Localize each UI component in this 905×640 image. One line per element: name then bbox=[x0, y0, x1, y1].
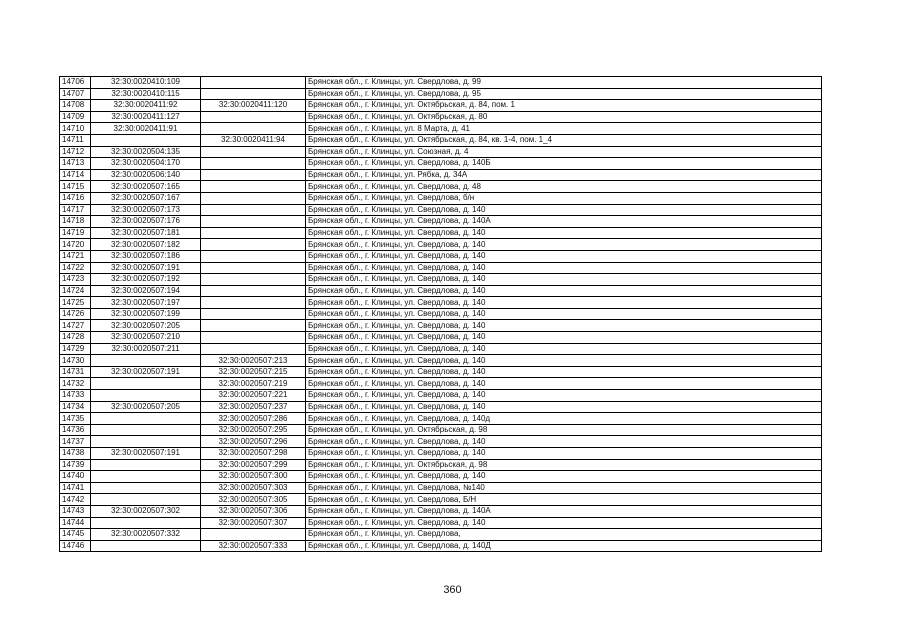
row-number-cell: 14718 bbox=[60, 216, 91, 228]
address-cell: Брянская обл., г. Клинцы, ул. Свердлова, д. 140Б bbox=[306, 158, 822, 170]
cadastral-number-cell: 32:30:0020507:181 bbox=[91, 227, 201, 239]
register-table-body bbox=[60, 77, 822, 552]
table-row bbox=[60, 459, 822, 471]
address-cell: Брянская обл., г. Клинцы, ул. Свердлова, б/н bbox=[306, 192, 822, 204]
row-number-cell: 14724 bbox=[60, 285, 91, 297]
table-row bbox=[60, 250, 822, 262]
cadastral-number-cell bbox=[91, 471, 201, 483]
cadastral-number-cell: 32:30:0020507:194 bbox=[91, 285, 201, 297]
table-row bbox=[60, 505, 822, 517]
table-row bbox=[60, 123, 822, 135]
linked-cadastral-number-cell bbox=[201, 239, 306, 251]
row-number-cell: 14722 bbox=[60, 262, 91, 274]
register-table bbox=[59, 76, 822, 552]
linked-cadastral-number-cell: 32:30:0020411:120 bbox=[201, 100, 306, 112]
linked-cadastral-number-cell: 32:30:0020507:300 bbox=[201, 471, 306, 483]
row-number-cell: 14715 bbox=[60, 181, 91, 193]
row-number-cell: 14733 bbox=[60, 390, 91, 402]
row-number-cell: 14711 bbox=[60, 134, 91, 146]
table-row bbox=[60, 378, 822, 390]
address-cell: Брянская обл., г. Клинцы, ул. Октябрьская, д. 80 bbox=[306, 111, 822, 123]
linked-cadastral-number-cell: 32:30:0020507:307 bbox=[201, 517, 306, 529]
table-row bbox=[60, 192, 822, 204]
linked-cadastral-number-cell bbox=[201, 227, 306, 239]
table-row bbox=[60, 134, 822, 146]
address-cell: Брянская обл., г. Клинцы, ул. Свердлова, д. 140 bbox=[306, 297, 822, 309]
cadastral-number-cell: 32:30:0020507:165 bbox=[91, 181, 201, 193]
cadastral-number-cell bbox=[91, 436, 201, 448]
table-row bbox=[60, 424, 822, 436]
address-cell: Брянская обл., г. Клинцы, ул. Свердлова, д. 140 bbox=[306, 448, 822, 460]
linked-cadastral-number-cell bbox=[201, 192, 306, 204]
cadastral-number-cell: 32:30:0020410:109 bbox=[91, 77, 201, 89]
linked-cadastral-number-cell: 32:30:0020507:221 bbox=[201, 390, 306, 402]
cadastral-number-cell bbox=[91, 355, 201, 367]
table-row bbox=[60, 111, 822, 123]
table-row bbox=[60, 471, 822, 483]
row-number-cell: 14708 bbox=[60, 100, 91, 112]
cadastral-number-cell: 32:30:0020411:91 bbox=[91, 123, 201, 135]
cadastral-number-cell bbox=[91, 390, 201, 402]
table-row bbox=[60, 494, 822, 506]
cadastral-number-cell bbox=[91, 378, 201, 390]
table-row bbox=[60, 169, 822, 181]
table-row bbox=[60, 366, 822, 378]
address-cell: Брянская обл., г. Клинцы, ул. Свердлова, д. 140 bbox=[306, 274, 822, 286]
table-row bbox=[60, 343, 822, 355]
address-cell: Брянская обл., г. Клинцы, ул. Свердлова, д. 140 bbox=[306, 239, 822, 251]
table-row bbox=[60, 320, 822, 332]
cadastral-number-cell: 32:30:0020507:191 bbox=[91, 366, 201, 378]
table-row bbox=[60, 436, 822, 448]
address-cell: Брянская обл., г. Клинцы, ул. Свердлова, Б/Н bbox=[306, 494, 822, 506]
linked-cadastral-number-cell bbox=[201, 123, 306, 135]
address-cell: Брянская обл., г. Клинцы, ул. Свердлова, д. 140 bbox=[306, 366, 822, 378]
page-number: 360 bbox=[443, 584, 462, 596]
cadastral-number-cell: 32:30:0020507:199 bbox=[91, 308, 201, 320]
table-row bbox=[60, 88, 822, 100]
table-row bbox=[60, 158, 822, 170]
linked-cadastral-number-cell: 32:30:0020507:215 bbox=[201, 366, 306, 378]
cadastral-number-cell: 32:30:0020411:92 bbox=[91, 100, 201, 112]
cadastral-number-cell bbox=[91, 482, 201, 494]
cadastral-number-cell: 32:30:0020504:170 bbox=[91, 158, 201, 170]
table-row bbox=[60, 540, 822, 552]
cadastral-number-cell: 32:30:0020411:127 bbox=[91, 111, 201, 123]
cadastral-number-cell: 32:30:0020507:191 bbox=[91, 262, 201, 274]
row-number-cell: 14729 bbox=[60, 343, 91, 355]
address-cell: Брянская обл., г. Клинцы, ул. Свердлова, д. 140 bbox=[306, 262, 822, 274]
cadastral-number-cell: 32:30:0020507:182 bbox=[91, 239, 201, 251]
row-number-cell: 14731 bbox=[60, 366, 91, 378]
linked-cadastral-number-cell: 32:30:0020507:295 bbox=[201, 424, 306, 436]
row-number-cell: 14721 bbox=[60, 250, 91, 262]
cadastral-number-cell: 32:30:0020507:205 bbox=[91, 401, 201, 413]
table-row bbox=[60, 227, 822, 239]
row-number-cell: 14707 bbox=[60, 88, 91, 100]
linked-cadastral-number-cell bbox=[201, 529, 306, 541]
address-cell: Брянская обл., г. Клинцы, ул. Свердлова, bbox=[306, 529, 822, 541]
cadastral-number-cell: 32:30:0020507:205 bbox=[91, 320, 201, 332]
row-number-cell: 14723 bbox=[60, 274, 91, 286]
table-row bbox=[60, 308, 822, 320]
address-cell: Брянская обл., г. Клинцы, ул. Рябка, д. 34А bbox=[306, 169, 822, 181]
address-cell: Брянская обл., г. Клинцы, ул. Свердлова, д. 140 bbox=[306, 320, 822, 332]
linked-cadastral-number-cell: 32:30:0020507:299 bbox=[201, 459, 306, 471]
row-number-cell: 14726 bbox=[60, 308, 91, 320]
linked-cadastral-number-cell: 32:30:0020507:306 bbox=[201, 505, 306, 517]
linked-cadastral-number-cell bbox=[201, 308, 306, 320]
cadastral-number-cell: 32:30:0020507:302 bbox=[91, 505, 201, 517]
table-row bbox=[60, 274, 822, 286]
address-cell: Брянская обл., г. Клинцы, ул. Октябрьская, д. 84, кв. 1-4, пом. 1_4 bbox=[306, 134, 822, 146]
table-row bbox=[60, 285, 822, 297]
cadastral-number-cell: 32:30:0020507:211 bbox=[91, 343, 201, 355]
address-cell: Брянская обл., г. Клинцы, ул. Октябрьская, д. 98 bbox=[306, 459, 822, 471]
row-number-cell: 14735 bbox=[60, 413, 91, 425]
linked-cadastral-number-cell bbox=[201, 111, 306, 123]
address-cell: Брянская обл., г. Клинцы, ул. Свердлова, д. 140 bbox=[306, 250, 822, 262]
table-row bbox=[60, 529, 822, 541]
address-cell: Брянская обл., г. Клинцы, ул. Свердлова, д. 140 bbox=[306, 390, 822, 402]
row-number-cell: 14725 bbox=[60, 297, 91, 309]
cadastral-number-cell bbox=[91, 540, 201, 552]
address-cell: Брянская обл., г. Клинцы, ул. Свердлова, д. 140 bbox=[306, 308, 822, 320]
row-number-cell: 14736 bbox=[60, 424, 91, 436]
linked-cadastral-number-cell: 32:30:0020507:298 bbox=[201, 448, 306, 460]
address-cell: Брянская обл., г. Клинцы, ул. Свердлова, №140 bbox=[306, 482, 822, 494]
table-row bbox=[60, 262, 822, 274]
address-cell: Брянская обл., г. Клинцы, ул. Свердлова, д. 140 bbox=[306, 401, 822, 413]
address-cell: Брянская обл., г. Клинцы, ул. Свердлова, д. 140д bbox=[306, 413, 822, 425]
table-row bbox=[60, 77, 822, 89]
cadastral-number-cell bbox=[91, 134, 201, 146]
cadastral-number-cell: 32:30:0020507:332 bbox=[91, 529, 201, 541]
linked-cadastral-number-cell bbox=[201, 169, 306, 181]
linked-cadastral-number-cell: 32:30:0020507:296 bbox=[201, 436, 306, 448]
cadastral-number-cell: 32:30:0020507:197 bbox=[91, 297, 201, 309]
row-number-cell: 14746 bbox=[60, 540, 91, 552]
cadastral-number-cell: 32:30:0020410:115 bbox=[91, 88, 201, 100]
linked-cadastral-number-cell bbox=[201, 158, 306, 170]
table-row bbox=[60, 517, 822, 529]
linked-cadastral-number-cell bbox=[201, 343, 306, 355]
linked-cadastral-number-cell: 32:30:0020411:94 bbox=[201, 134, 306, 146]
row-number-cell: 14717 bbox=[60, 204, 91, 216]
cadastral-number-cell bbox=[91, 413, 201, 425]
table-row bbox=[60, 390, 822, 402]
row-number-cell: 14742 bbox=[60, 494, 91, 506]
table-row bbox=[60, 297, 822, 309]
address-cell: Брянская обл., г. Клинцы, ул. Союзная, д. 4 bbox=[306, 146, 822, 158]
address-cell: Брянская обл., г. Клинцы, ул. Октябрьская, д. 84, пом. 1 bbox=[306, 100, 822, 112]
address-cell: Брянская обл., г. Клинцы, ул. Свердлова, д. 95 bbox=[306, 88, 822, 100]
cadastral-number-cell: 32:30:0020504:135 bbox=[91, 146, 201, 158]
linked-cadastral-number-cell bbox=[201, 297, 306, 309]
table-row bbox=[60, 355, 822, 367]
row-number-cell: 14727 bbox=[60, 320, 91, 332]
linked-cadastral-number-cell: 32:30:0020507:333 bbox=[201, 540, 306, 552]
address-cell: Брянская обл., г. Клинцы, ул. Свердлова, д. 140 bbox=[306, 343, 822, 355]
row-number-cell: 14740 bbox=[60, 471, 91, 483]
linked-cadastral-number-cell bbox=[201, 262, 306, 274]
row-number-cell: 14734 bbox=[60, 401, 91, 413]
linked-cadastral-number-cell bbox=[201, 216, 306, 228]
table-row bbox=[60, 482, 822, 494]
linked-cadastral-number-cell bbox=[201, 274, 306, 286]
cadastral-number-cell bbox=[91, 517, 201, 529]
row-number-cell: 14745 bbox=[60, 529, 91, 541]
linked-cadastral-number-cell bbox=[201, 320, 306, 332]
row-number-cell: 14706 bbox=[60, 77, 91, 89]
row-number-cell: 14728 bbox=[60, 332, 91, 344]
row-number-cell: 14710 bbox=[60, 123, 91, 135]
cadastral-number-cell: 32:30:0020507:167 bbox=[91, 192, 201, 204]
table-row bbox=[60, 401, 822, 413]
cadastral-number-cell: 32:30:0020507:186 bbox=[91, 250, 201, 262]
table-row bbox=[60, 204, 822, 216]
linked-cadastral-number-cell bbox=[201, 146, 306, 158]
linked-cadastral-number-cell bbox=[201, 181, 306, 193]
row-number-cell: 14737 bbox=[60, 436, 91, 448]
table-row bbox=[60, 181, 822, 193]
address-cell: Брянская обл., г. Клинцы, ул. Свердлова, д. 140 bbox=[306, 227, 822, 239]
row-number-cell: 14730 bbox=[60, 355, 91, 367]
row-number-cell: 14744 bbox=[60, 517, 91, 529]
row-number-cell: 14741 bbox=[60, 482, 91, 494]
cadastral-number-cell: 32:30:0020506:140 bbox=[91, 169, 201, 181]
row-number-cell: 14732 bbox=[60, 378, 91, 390]
address-cell: Брянская обл., г. Клинцы, ул. Свердлова, д. 140 bbox=[306, 332, 822, 344]
address-cell: Брянская обл., г. Клинцы, ул. Свердлова, д. 140 bbox=[306, 355, 822, 367]
table-row bbox=[60, 239, 822, 251]
linked-cadastral-number-cell bbox=[201, 204, 306, 216]
linked-cadastral-number-cell bbox=[201, 250, 306, 262]
address-cell: Брянская обл., г. Клинцы, ул. Свердлова, д. 48 bbox=[306, 181, 822, 193]
row-number-cell: 14739 bbox=[60, 459, 91, 471]
cadastral-number-cell: 32:30:0020507:210 bbox=[91, 332, 201, 344]
linked-cadastral-number-cell: 32:30:0020507:286 bbox=[201, 413, 306, 425]
address-cell: Брянская обл., г. Клинцы, ул. Свердлова, д. 140А bbox=[306, 216, 822, 228]
row-number-cell: 14738 bbox=[60, 448, 91, 460]
address-cell: Брянская обл., г. Клинцы, ул. Свердлова, д. 140 bbox=[306, 517, 822, 529]
table-row bbox=[60, 146, 822, 158]
address-cell: Брянская обл., г. Клинцы, ул. Свердлова, д. 140 bbox=[306, 436, 822, 448]
table-row bbox=[60, 100, 822, 112]
table-row bbox=[60, 332, 822, 344]
address-cell: Брянская обл., г. Клинцы, ул. Свердлова, д. 99 bbox=[306, 77, 822, 89]
address-cell: Брянская обл., г. Клинцы, ул. Свердлова, д. 140 bbox=[306, 204, 822, 216]
cadastral-number-cell bbox=[91, 494, 201, 506]
row-number-cell: 14716 bbox=[60, 192, 91, 204]
address-cell: Брянская обл., г. Клинцы, ул. Свердлова, д. 140Д bbox=[306, 540, 822, 552]
cadastral-number-cell: 32:30:0020507:173 bbox=[91, 204, 201, 216]
address-cell: Брянская обл., г. Клинцы, ул. Октябрьская, д. 98 bbox=[306, 424, 822, 436]
linked-cadastral-number-cell bbox=[201, 285, 306, 297]
address-cell: Брянская обл., г. Клинцы, ул. 8 Марта, д. 41 bbox=[306, 123, 822, 135]
row-number-cell: 14713 bbox=[60, 158, 91, 170]
address-cell: Брянская обл., г. Клинцы, ул. Свердлова, д. 140 bbox=[306, 378, 822, 390]
linked-cadastral-number-cell: 32:30:0020507:219 bbox=[201, 378, 306, 390]
cadastral-number-cell: 32:30:0020507:192 bbox=[91, 274, 201, 286]
row-number-cell: 14719 bbox=[60, 227, 91, 239]
cadastral-number-cell bbox=[91, 424, 201, 436]
linked-cadastral-number-cell bbox=[201, 88, 306, 100]
row-number-cell: 14709 bbox=[60, 111, 91, 123]
linked-cadastral-number-cell: 32:30:0020507:213 bbox=[201, 355, 306, 367]
address-cell: Брянская обл., г. Клинцы, ул. Свердлова, д. 140А bbox=[306, 505, 822, 517]
address-cell: Брянская обл., г. Клинцы, ул. Свердлова, д. 140 bbox=[306, 471, 822, 483]
linked-cadastral-number-cell: 32:30:0020507:305 bbox=[201, 494, 306, 506]
linked-cadastral-number-cell bbox=[201, 77, 306, 89]
table-row bbox=[60, 448, 822, 460]
table-row bbox=[60, 216, 822, 228]
cadastral-number-cell: 32:30:0020507:191 bbox=[91, 448, 201, 460]
linked-cadastral-number-cell: 32:30:0020507:237 bbox=[201, 401, 306, 413]
cadastral-number-cell bbox=[91, 459, 201, 471]
address-cell: Брянская обл., г. Клинцы, ул. Свердлова, д. 140 bbox=[306, 285, 822, 297]
row-number-cell: 14743 bbox=[60, 505, 91, 517]
linked-cadastral-number-cell: 32:30:0020507:303 bbox=[201, 482, 306, 494]
table-row bbox=[60, 413, 822, 425]
row-number-cell: 14720 bbox=[60, 239, 91, 251]
row-number-cell: 14712 bbox=[60, 146, 91, 158]
cadastral-number-cell: 32:30:0020507:176 bbox=[91, 216, 201, 228]
row-number-cell: 14714 bbox=[60, 169, 91, 181]
linked-cadastral-number-cell bbox=[201, 332, 306, 344]
